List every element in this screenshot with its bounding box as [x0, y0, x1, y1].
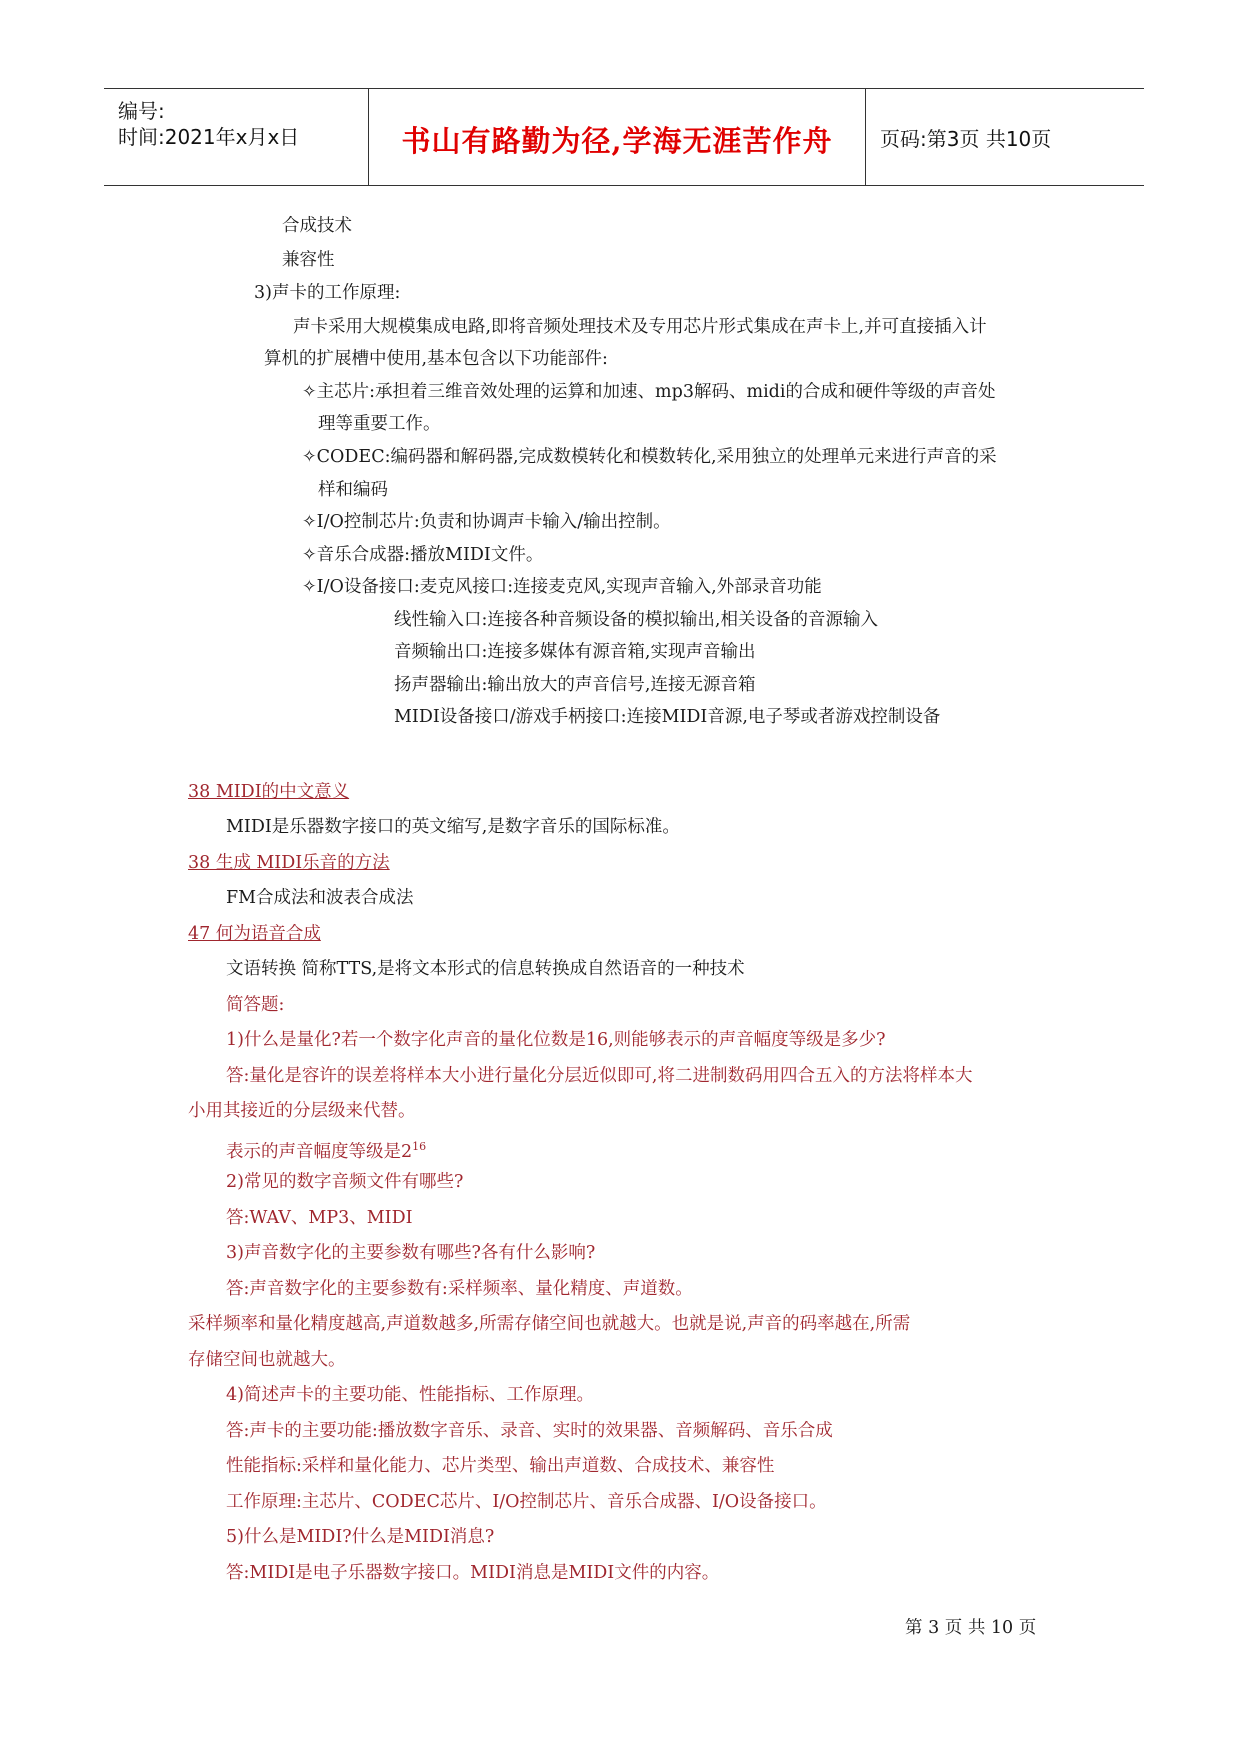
text-line: MIDI是乐器数字接口的英文缩写,是数字音乐的国际标准。: [226, 817, 680, 837]
answer-1: 答:量化是容许的误差将样本大小进行量化分层近似即可,将二进制数码用四合五入的方法将样本大: [226, 1066, 973, 1086]
question-2: 2)常见的数字音频文件有哪些?: [226, 1172, 464, 1192]
text-line: 3)声卡的工作原理:: [254, 283, 401, 303]
answer-4: 答:声卡的主要功能:播放数字音乐、录音、实时的效果器、音频解码、音乐合成: [226, 1421, 833, 1441]
answer-4-cont: 性能指标:采样和量化能力、芯片类型、输出声道数、合成技术、兼容性: [226, 1456, 775, 1476]
short-answer-title: 简答题:: [226, 995, 285, 1015]
section-heading-speech-synthesis[interactable]: 47 何为语音合成: [188, 924, 321, 944]
time-label: 时间:2021年x月x日: [118, 125, 300, 149]
answer-2: 答:WAV、MP3、MIDI: [226, 1208, 413, 1228]
answer-1-exponent: 16: [412, 1140, 427, 1153]
answer-1-level-text: 表示的声音幅度等级是2: [226, 1141, 413, 1162]
header-left-cell: [104, 89, 369, 185]
page-header: [104, 88, 1144, 186]
answer-3-cont: 存储空间也就越大。: [188, 1350, 346, 1370]
page-label: 页码:第3页 共10页: [880, 127, 1052, 151]
question-4: 4)简述声卡的主要功能、性能指标、工作原理。: [226, 1385, 594, 1405]
answer-4-cont: 工作原理:主芯片、CODEC芯片、I/O控制芯片、音乐合成器、I/O设备接口。: [226, 1492, 827, 1512]
question-5: 5)什么是MIDI?什么是MIDI消息?: [226, 1527, 495, 1547]
text-line: 合成技术: [282, 216, 352, 236]
text-line: ✧I/O控制芯片:负责和协调声卡输入/输出控制。: [302, 512, 671, 532]
answer-1-cont: 小用其接近的分层级来代替。: [188, 1101, 416, 1121]
answer-1-level: [226, 1135, 426, 1164]
text-line: ✧音乐合成器:播放MIDI文件。: [302, 545, 544, 565]
text-line: ✧CODEC:编码器和解码器,完成数模转化和模数转化,采用独立的处理单元来进行声音的采: [302, 447, 997, 467]
header-middle-cell: [369, 89, 866, 185]
motto-title: 书山有路勤为径,学海无涯苦作舟: [401, 124, 833, 158]
text-line: ✧I/O设备接口:麦克风接口:连接麦克风,实现声音输入,外部录音功能: [302, 577, 822, 597]
text-line: MIDI设备接口/游戏手柄接口:连接MIDI音源,电子琴或者游戏控制设备: [394, 707, 941, 727]
section-heading-midi-methods[interactable]: 38 生成 MIDI乐音的方法: [188, 853, 390, 873]
section-heading-midi-meaning[interactable]: 38 MIDI的中文意义: [188, 782, 350, 802]
text-line: 音频输出口:连接多媒体有源音箱,实现声音输出: [394, 642, 756, 662]
text-line: 文语转换 简称TTS,是将文本形式的信息转换成自然语音的一种技术: [226, 959, 745, 979]
text-line: 线性输入口:连接各种音频设备的模拟输出,相关设备的音源输入: [394, 610, 878, 630]
text-line: 声卡采用大规模集成电路,即将音频处理技术及专用芯片形式集成在声卡上,并可直接插入计: [293, 317, 987, 337]
question-1: 1)什么是量化?若一个数字化声音的量化位数是16,则能够表示的声音幅度等级是多少?: [226, 1030, 886, 1050]
text-line: 扬声器输出:输出放大的声音信号,连接无源音箱: [394, 675, 756, 695]
answer-5: 答:MIDI是电子乐器数字接口。MIDI消息是MIDI文件的内容。: [226, 1563, 720, 1583]
text-line: 算机的扩展槽中使用,基本包含以下功能部件:: [264, 349, 608, 369]
number-label: 编号:: [118, 99, 165, 123]
page-footer: 第 3 页 共 10 页: [905, 1618, 1037, 1638]
text-line: 兼容性: [282, 250, 335, 270]
text-line: 理等重要工作。: [318, 414, 441, 434]
header-right-cell: [866, 89, 1144, 185]
text-line: ✧主芯片:承担着三维音效处理的运算和加速、mp3解码、midi的合成和硬件等级的声音处: [302, 382, 996, 402]
answer-3-cont: 采样频率和量化精度越高,声道数越多,所需存储空间也就越大。也就是说,声音的码率越在,所需: [188, 1314, 911, 1334]
answer-3: 答:声音数字化的主要参数有:采样频率、量化精度、声道数。: [226, 1279, 693, 1299]
question-3: 3)声音数字化的主要参数有哪些?各有什么影响?: [226, 1243, 596, 1263]
text-line: FM合成法和波表合成法: [226, 888, 414, 908]
text-line: 样和编码: [318, 480, 388, 500]
